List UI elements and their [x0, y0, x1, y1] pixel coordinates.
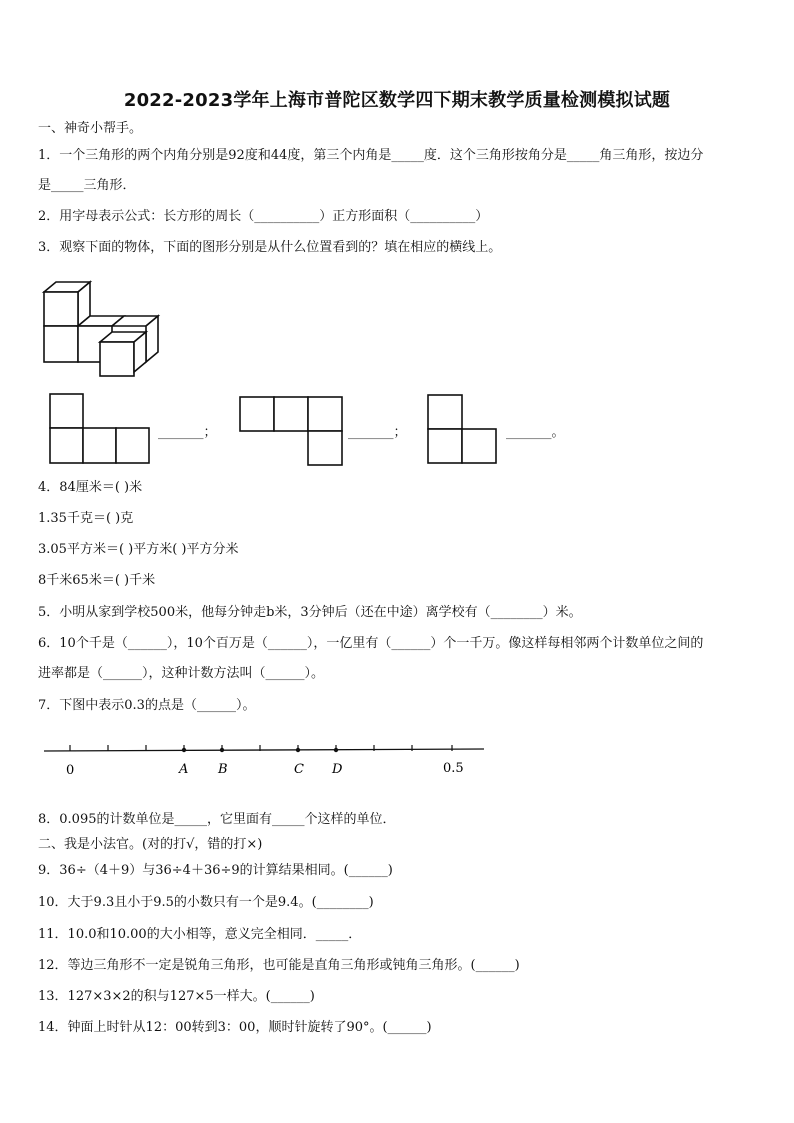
question-14: 14．钟面上时针从12：00转到3：00，顺时针旋转了90°。(______): [38, 1020, 432, 1035]
question-2: 2．用字母表示公式：长方形的周长（__________）正方形面积（__________）: [38, 209, 489, 224]
view-figure-1: [48, 392, 152, 466]
question-4d: 8千米65米＝( )千米: [38, 573, 156, 588]
question-12: 12．等边三角形不一定是锐角三角形，也可能是直角三角形或钝角三角形。(______): [38, 958, 520, 973]
question-1-line-1: 1．一个三角形的两个内角分别是92度和44度，第三个内角是_____度．这个三角形按角分是_____角三角形，按边分: [38, 148, 704, 163]
view-figure-3: [426, 393, 498, 465]
point-c: [296, 748, 300, 752]
label-zero: 0: [66, 763, 75, 778]
question-6-line-2: 进率都是（______），这种计数方法叫（______）。: [38, 666, 325, 681]
question-10: 10．大于9.3且小于9.5的小数只有一个是9.4。(________): [38, 895, 374, 910]
label-half: 0.5: [443, 761, 464, 776]
number-line: [38, 736, 488, 782]
page-title: 2022-2023学年上海市普陀区数学四下期末教学质量检测模拟试题: [123, 90, 671, 111]
cube-solid-figure: [38, 278, 168, 378]
question-9: 9．36÷（4＋9）与36÷4＋36÷9的计算结果相同。(______): [38, 863, 393, 878]
view-2-blank: _______；: [348, 425, 407, 440]
question-4c: 3.05平方米＝( )平方米( )平方分米: [38, 542, 239, 557]
label-d: D: [332, 762, 343, 777]
question-6-line-1: 6．10个千是（______），10个百万是（______），一亿里有（______）个一千万。像这样每相邻两个计数单位之间的: [38, 636, 704, 651]
question-4b: 1.35千克＝( )克: [38, 511, 134, 526]
point-b: [220, 748, 224, 752]
view-1-blank: _______；: [158, 425, 217, 440]
view-figure-2: [238, 395, 344, 467]
question-13: 13．127×3×2的积与127×5一样大。(______): [38, 989, 315, 1004]
question-4a: 4．84厘米＝( )米: [38, 480, 143, 495]
label-b: B: [218, 762, 228, 777]
question-5: 5．小明从家到学校500米，他每分钟走b米，3分钟后（还在中途）离学校有（________）米。: [38, 605, 582, 620]
question-1-line-2: 是_____三角形．: [38, 178, 136, 193]
question-7: 7．下图中表示0.3的点是（______）。: [38, 698, 256, 713]
point-a: [182, 748, 186, 752]
question-11: 11．10.0和10.00的大小相等，意义完全相同．_____．: [38, 927, 362, 942]
number-line-axis: [44, 749, 484, 751]
section-2-heading: 二、我是小法官。(对的打√，错的打×): [38, 837, 263, 852]
section-1-heading: 一、神奇小帮手。: [38, 121, 143, 136]
point-d: [334, 748, 338, 752]
question-8: 8．0.095的计数单位是_____，它里面有_____个这样的单位．: [38, 812, 396, 827]
label-c: C: [294, 762, 304, 777]
question-3: 3．观察下面的物体，下面的图形分别是从什么位置看到的？填在相应的横线上。: [38, 240, 502, 255]
view-3-blank: _______。: [506, 425, 565, 440]
label-a: A: [179, 762, 189, 777]
